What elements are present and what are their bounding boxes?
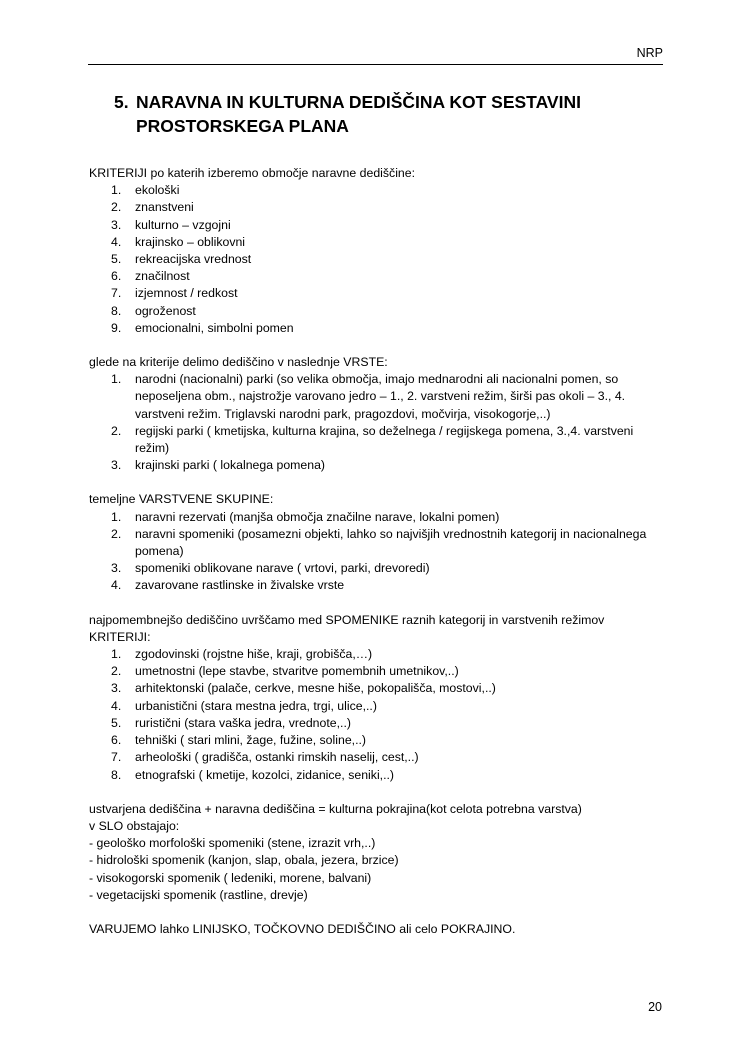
item-number: 7. [111, 750, 122, 765]
item-text: narodni (nacionalni) parki (so velika območja, imajo mednarodni ali nacionalni pomen, so neposeljena obm., najstrožje varovano jedro – 1., 2. varstveni režim, širši pas okoli – 3., 4. varstveni režim. Triglavski narodni park, pragozdovi, močvirja, visokogorje,..) [135, 372, 626, 421]
page-content [89, 90, 664, 938]
item-text: rekreacijska vrednost [135, 252, 252, 267]
item-text: zgodovinski (rojstne hiše, kraji, grobišča,…) [135, 647, 373, 662]
list-item [89, 732, 664, 749]
item-number: 3. [111, 458, 122, 473]
item-number: 2. [111, 200, 122, 215]
item-text: spomeniki oblikovane narave ( vrtovi, parki, drevoredi) [135, 561, 430, 576]
list-item [89, 268, 664, 285]
landscape-line: ustvarjena dediščina + naravna dediščina = kulturna pokrajina(kot celota potrebna varstva) [89, 801, 582, 816]
item-text: arheološki ( gradišča, ostanki rimskih naselij, cest,..) [135, 750, 419, 765]
section-title-text: NARAVNA IN KULTURNA DEDIŠČINA KOT SESTAVINI PROSTORSKEGA PLANA [136, 92, 581, 136]
monuments-criteria-label: KRITERIJI: [89, 629, 151, 644]
item-number: 4. [111, 578, 122, 593]
item-text: kulturno – vzgojni [135, 217, 231, 232]
item-text: krajinski parki ( lokalnega pomena) [135, 458, 326, 473]
item-text: naravni rezervati (manjša območja značilne narave, lokalni pomen) [135, 509, 500, 524]
protection-groups-intro: temeljne VARSTVENE SKUPINE: [89, 492, 274, 507]
section-title-number: 5. [114, 92, 129, 112]
item-text: umetnostni (lepe stavbe, stvaritve pomembnih umetnikov,..) [135, 664, 459, 679]
item-text: naravni spomeniki (posamezni objekti, lahko so najvišjih vrednostnih kategorij in nacionalnega pomena) [135, 526, 647, 559]
list-item [89, 217, 664, 234]
item-text: emocionalni, simbolni pomen [135, 320, 294, 335]
item-number: 2. [111, 423, 122, 438]
monuments-block [89, 612, 664, 784]
types-intro: glede na kriterije delimo dediščino v naslednje VRSTE: [89, 355, 388, 370]
landscape-line: - hidrološki spomenik (kanjon, slap, obala, jezera, brzice) [89, 853, 399, 868]
item-number: 3. [111, 681, 122, 696]
item-text: zavarovane rastlinske in živalske vrste [135, 578, 345, 593]
landscape-line: - visokogorski spomenik ( ledeniki, morene, balvani) [89, 870, 372, 885]
list-item [89, 199, 664, 216]
item-text: znanstveni [135, 200, 194, 215]
types-block [89, 354, 664, 474]
list-item [89, 285, 664, 302]
landscape-block [89, 801, 664, 904]
item-text: ogroženost [135, 303, 196, 318]
list-item [89, 509, 664, 526]
item-number: 8. [111, 303, 122, 318]
item-text: ekološki [135, 183, 180, 198]
item-text: arhitektonski (palače, cerkve, mesne hiše, pokopališča, mostovi,..) [135, 681, 496, 696]
item-text: urbanistični (stara mestna jedra, trgi, ulice,..) [135, 698, 377, 713]
list-item [89, 423, 664, 457]
criteria-block [89, 165, 664, 337]
item-number: 8. [111, 767, 122, 782]
list-item [89, 560, 664, 577]
monuments-list [89, 646, 664, 784]
item-number: 2. [111, 664, 122, 679]
item-text: regijski parki ( kmetijska, kulturna krajina, so deželnega / regijskega pomena, 3.,4. varstveni režim) [135, 423, 634, 456]
item-number: 3. [111, 217, 122, 232]
page-number: 20 [648, 1000, 662, 1014]
list-item [89, 715, 664, 732]
landscape-line: v SLO obstajajo: [89, 818, 180, 833]
item-number: 4. [111, 698, 122, 713]
list-item [89, 526, 664, 560]
section-title [89, 90, 664, 138]
landscape-line: - geološko morfološki spomeniki (stene, izrazit vrh,..) [89, 836, 376, 851]
list-item [89, 577, 664, 594]
header-label: NRP [636, 46, 663, 60]
list-item [89, 749, 664, 766]
item-text: značilnost [135, 269, 190, 284]
list-item [89, 320, 664, 337]
landscape-line: - vegetacijski spomenik (rastline, drevje) [89, 887, 308, 902]
list-item [89, 698, 664, 715]
item-number: 6. [111, 733, 122, 748]
types-list [89, 371, 664, 474]
protection-groups-block [89, 491, 664, 594]
monuments-intro: najpomembnejšo dediščino uvrščamo med SPOMENIKE raznih kategorij in varstvenih režimov [89, 612, 605, 627]
item-text: tehniški ( stari mlini, žage, fužine, soline,..) [135, 733, 366, 748]
item-text: etnografski ( kmetije, kozolci, zidanice, seniki,..) [135, 767, 395, 782]
item-number: 4. [111, 234, 122, 249]
item-number: 9. [111, 320, 122, 335]
list-item [89, 767, 664, 784]
list-item [89, 663, 664, 680]
item-text: izjemnost / redkost [135, 286, 238, 301]
item-number: 3. [111, 561, 122, 576]
closing-statement: VARUJEMO lahko LINIJSKO, TOČKOVNO DEDIŠČINO ali celo POKRAJINO. [89, 921, 516, 936]
protection-groups-list [89, 509, 664, 595]
list-item [89, 251, 664, 268]
item-number: 7. [111, 286, 122, 301]
item-number: 5. [111, 252, 122, 267]
list-item [89, 680, 664, 697]
item-number: 1. [111, 647, 122, 662]
item-number: 6. [111, 269, 122, 284]
list-item [89, 182, 664, 199]
criteria-list [89, 182, 664, 337]
list-item [89, 371, 664, 423]
item-number: 1. [111, 372, 122, 387]
item-number: 1. [111, 183, 122, 198]
criteria-intro: KRITERIJI po katerih izberemo območje naravne dediščine: [89, 166, 416, 180]
list-item [89, 303, 664, 320]
item-number: 5. [111, 715, 122, 730]
item-text: ruristični (stara vaška jedra, vrednote,..) [135, 715, 351, 730]
page-header [88, 44, 663, 65]
item-number: 1. [111, 509, 122, 524]
item-text: krajinsko – oblikovni [135, 234, 246, 249]
item-number: 2. [111, 526, 122, 541]
list-item [89, 646, 664, 663]
list-item [89, 457, 664, 474]
list-item [89, 234, 664, 251]
